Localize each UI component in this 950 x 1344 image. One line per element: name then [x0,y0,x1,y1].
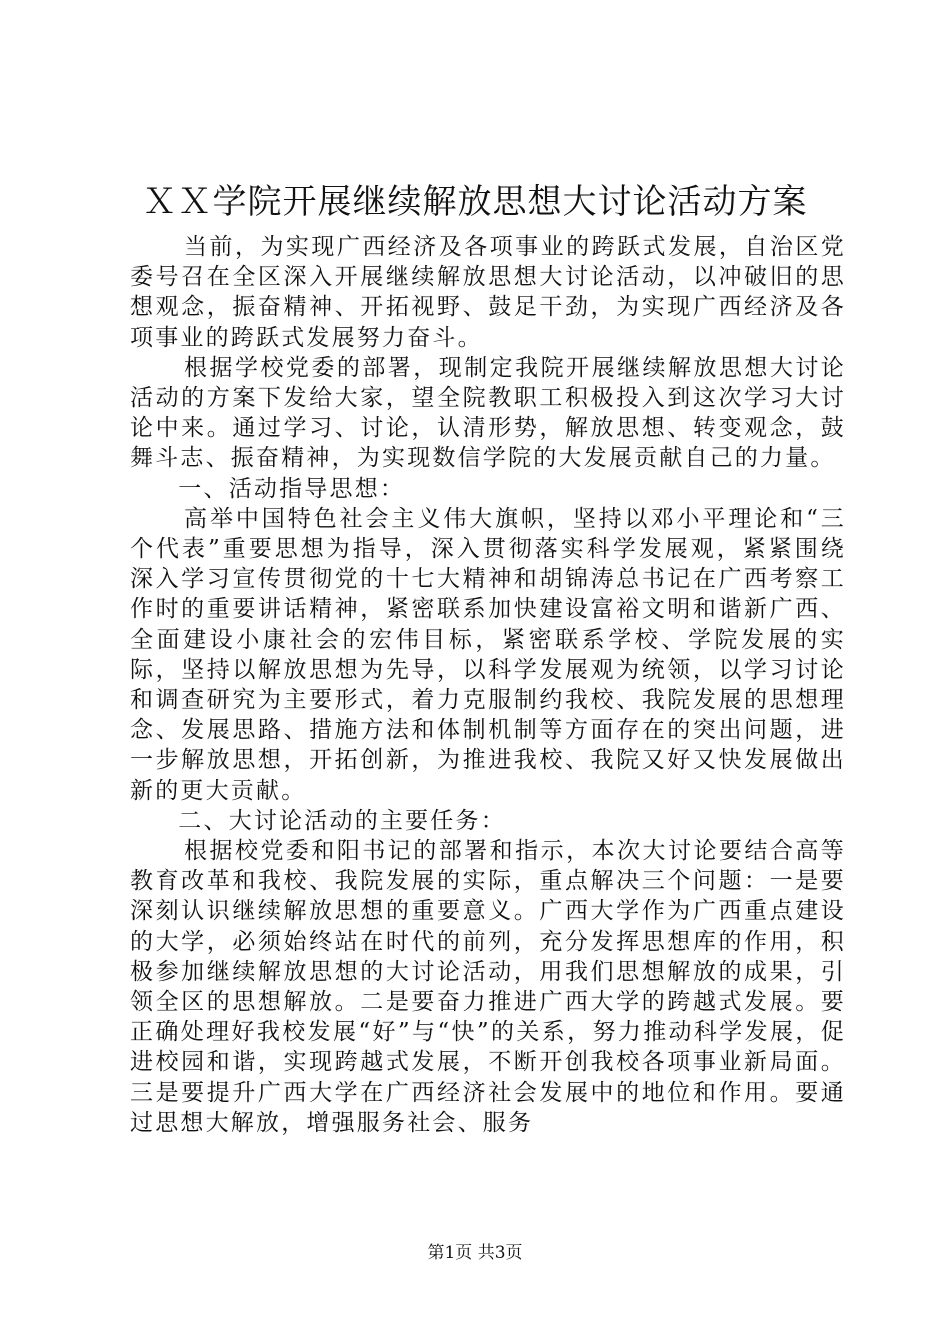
paragraph-main-tasks: 根据校党委和阳书记的部署和指示，本次大讨论要结合高等教育改革和我校、我院发展的实际，重点解决三个问题：一是要深刻认识继续解放思想的重要意义。广西大学作为广西重点建设的大学，必须始终站在时代的前列，充分发挥思想库的作用，积极参加继续解放思想的大讨论活动，用我们思想解放的成果，引领全区的思想解放。二是要奋力推进广西大学的跨越式发展。要正确处理好我校发展“好”与“快”的关系，努力推动科学发展，促进校园和谐，实现跨越式发展，不断开创我校各项事业新局面。三是要提升广西大学在广西经济社会发展中的地位和作用。要通过思想大解放，增强服务社会、服务 [130,838,846,1136]
paragraph-deployment: 根据学校党委的部署，现制定我院开展继续解放思想大讨论活动的方案下发给大家，望全院教职工积极投入到这次学习大讨论中来。通过学习、讨论，认清形势，解放思想、转变观念，鼓舞斗志、振奋精神，为实现数信学院的大发展贡献自己的力量。 [130,354,846,472]
document-body [130,232,846,1138]
section-heading-main-tasks: 二、大讨论活动的主要任务： [178,807,506,834]
paragraph-guiding-ideology: 高举中国特色社会主义伟大旗帜，坚持以邓小平理论和“三个代表”重要思想为指导，深入贯彻落实科学发展观，紧紧围绕深入学习宣传贯彻党的十七大精神和胡锦涛总书记在广西考察工作时的重要讲话精神，紧密联系加快建设富裕文明和谐新广西、全面建设小康社会的宏伟目标，紧密联系学校、学院发展的实际，坚持以解放思想为先导，以科学发展观为统领，以学习讨论和调查研究为主要形式，着力克服制约我校、我院发展的思想理念、发展思路、措施方法和体制机制等方面存在的突出问题，进一步解放思想，开拓创新，为推进我校、我院又好又快发展做出新的更大贡献。 [130,505,846,804]
document-title: ＸＸ学院开展继续解放思想大讨论活动方案 [142,182,808,222]
paragraph-intro: 当前，为实现广西经济及各项事业的跨跃式发展，自治区党委号召在全区深入开展继续解放思想大讨论活动，以冲破旧的思想观念，振奋精神、开拓视野、鼓足干劲，为实现广西经济及各项事业的跨跃式发展努力奋斗。 [130,234,846,351]
page-number-footer: 第1页 共3页 [427,1243,523,1263]
section-heading-guiding-ideology: 一、活动指导思想： [178,475,406,502]
